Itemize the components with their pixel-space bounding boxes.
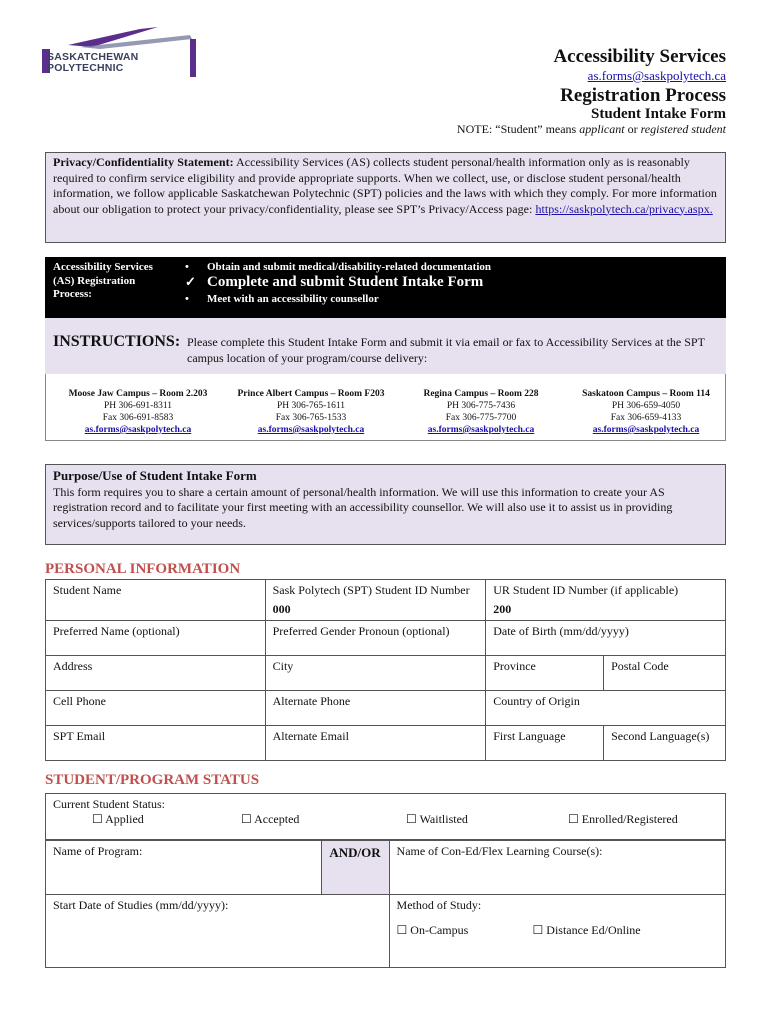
second-language-field[interactable] bbox=[604, 726, 726, 761]
process-label: Accessibility Services (AS) Registration Process: bbox=[53, 261, 153, 300]
checkbox-label: Accepted bbox=[254, 812, 300, 826]
checkmark-icon: ✓ bbox=[185, 274, 196, 289]
personal-info-heading: PERSONAL INFORMATION bbox=[45, 561, 241, 577]
campus-name: Prince Albert Campus – Room F203 bbox=[237, 389, 385, 399]
privacy-heading: Privacy/Confidentiality Statement: bbox=[53, 155, 234, 169]
checkbox-label: Enrolled/Registered bbox=[581, 812, 678, 826]
campus-fax: Fax 306-691-8583 bbox=[102, 413, 174, 423]
note-registered: registered student bbox=[640, 122, 726, 136]
cell-phone-field[interactable] bbox=[46, 691, 266, 726]
campus-email-link[interactable]: as.forms@saskpolytech.ca bbox=[592, 425, 700, 435]
registration-process-bar bbox=[45, 257, 726, 318]
note-applicant: applicant bbox=[579, 122, 625, 136]
campus-phone: PH 306-775-7436 bbox=[446, 401, 516, 411]
postal-code-field[interactable] bbox=[604, 656, 726, 691]
field-label: Preferred Gender Pronoun (optional) bbox=[272, 624, 450, 638]
field-label: Method of Study: bbox=[396, 898, 482, 912]
field-label: Second Language(s) bbox=[611, 729, 710, 743]
table-row bbox=[46, 656, 726, 691]
campus-email-link[interactable]: as.forms@saskpolytech.ca bbox=[257, 425, 365, 435]
checkbox-icon: ☐ bbox=[532, 923, 544, 937]
field-label: Name of Con-Ed/Flex Learning Course(s): bbox=[396, 844, 603, 858]
student-note bbox=[457, 122, 726, 137]
status-enrolled-checkbox[interactable] bbox=[568, 812, 678, 827]
header-email-link[interactable]: as.forms@saskpolytech.ca bbox=[587, 68, 726, 83]
andor-text: AND/OR bbox=[329, 845, 381, 860]
first-language-field[interactable] bbox=[486, 726, 604, 761]
logo-line1: SASKATCHEWAN bbox=[47, 51, 139, 63]
purpose-box bbox=[45, 464, 726, 545]
process-step-text: Complete and submit Student Intake Form bbox=[207, 274, 484, 290]
registration-process-title: Registration Process bbox=[560, 85, 726, 106]
table-row bbox=[46, 895, 726, 968]
alternate-phone-field[interactable] bbox=[265, 691, 486, 726]
campus-phone: PH 306-765-1611 bbox=[277, 401, 345, 411]
program-name-field[interactable] bbox=[46, 841, 322, 895]
field-label: Alternate Phone bbox=[272, 694, 351, 708]
ur-id-field[interactable] bbox=[486, 580, 726, 621]
field-label: Date of Birth (mm/dd/yyyy) bbox=[493, 624, 629, 638]
status-waitlisted-checkbox[interactable] bbox=[406, 812, 468, 827]
checkbox-label: Distance Ed/Online bbox=[546, 923, 641, 937]
table-row bbox=[46, 621, 726, 656]
start-date-field[interactable] bbox=[46, 895, 390, 968]
andor-label bbox=[321, 841, 389, 895]
checkbox-icon: ☐ bbox=[406, 812, 417, 826]
method-of-study-field bbox=[389, 895, 725, 968]
spt-id-field[interactable] bbox=[265, 580, 486, 621]
on-campus-checkbox[interactable] bbox=[397, 923, 469, 938]
campus-regina bbox=[406, 388, 556, 436]
checkbox-label: Waitlisted bbox=[419, 812, 468, 826]
current-status-box bbox=[45, 793, 726, 840]
field-label: Postal Code bbox=[611, 659, 669, 673]
bullet-icon: • bbox=[185, 261, 189, 273]
distance-ed-checkbox[interactable] bbox=[533, 923, 641, 938]
campus-phone: PH 306-691-8311 bbox=[104, 401, 172, 411]
student-name-field[interactable] bbox=[46, 580, 266, 621]
campus-prince-albert bbox=[226, 388, 396, 436]
process-step-text: Obtain and submit medical/disability-related documentation bbox=[207, 261, 491, 273]
saskpolytech-logo bbox=[40, 25, 200, 85]
province-field[interactable] bbox=[486, 656, 604, 691]
privacy-statement-box bbox=[45, 152, 726, 243]
campus-name: Saskatoon Campus – Room 114 bbox=[582, 389, 710, 399]
campus-email-link[interactable]: as.forms@saskpolytech.ca bbox=[84, 425, 192, 435]
field-label: Province bbox=[493, 659, 536, 673]
instructions-box bbox=[45, 318, 726, 374]
process-step-text: Meet with an accessibility counsellor bbox=[207, 293, 379, 305]
campus-moose-jaw bbox=[58, 388, 218, 436]
checkbox-icon: ☐ bbox=[241, 812, 252, 826]
field-label: City bbox=[272, 659, 294, 673]
page-title: Accessibility Services bbox=[553, 46, 726, 67]
campus-fax: Fax 306-775-7700 bbox=[445, 413, 517, 423]
purpose-heading: Purpose/Use of Student Intake Form bbox=[53, 468, 257, 483]
privacy-body: Accessibility Services (AS) collects student personal/health information only as is reasonably required to confirm service eligibility and provide appropriate supports. When we collect, use, or disclose student personal/health information, we follow applicable Saskatchewan Polytechnic (SPT) policies and the laws with which they comply. For more information about our obligation to protect your privacy/confidentiality, please see SPT’s Privacy/Access page: bbox=[53, 155, 717, 216]
bullet-icon: • bbox=[185, 293, 189, 305]
spt-email-field[interactable] bbox=[46, 726, 266, 761]
field-label: Cell Phone bbox=[53, 694, 106, 708]
address-field[interactable] bbox=[46, 656, 266, 691]
field-label: Name of Program: bbox=[53, 844, 143, 858]
instructions-text: Please complete this Student Intake Form and submit it via email or fax to Accessibility Services at the SPT campus location of your program/course delivery: bbox=[187, 335, 705, 365]
table-row bbox=[46, 580, 726, 621]
note-prefix: NOTE: “Student” means bbox=[456, 122, 580, 136]
alternate-email-field[interactable] bbox=[265, 726, 486, 761]
process-step-counsellor bbox=[185, 293, 379, 305]
field-label: SPT Email bbox=[53, 729, 106, 743]
program-table bbox=[45, 840, 726, 968]
process-step-intake-form bbox=[185, 274, 483, 291]
field-label: Sask Polytech (SPT) Student ID Number bbox=[272, 583, 470, 597]
checkbox-icon: ☐ bbox=[92, 812, 103, 826]
personal-info-table bbox=[45, 579, 726, 761]
ur-id-value: 200 bbox=[493, 602, 512, 616]
field-label: Address bbox=[53, 659, 93, 673]
checkbox-label: Applied bbox=[105, 812, 144, 826]
city-field[interactable] bbox=[265, 656, 486, 691]
logo-line2: POLYTECHNIC bbox=[47, 62, 124, 74]
field-label: Student Name bbox=[53, 583, 122, 597]
campus-name: Moose Jaw Campus – Room 2.203 bbox=[68, 389, 208, 399]
checkbox-label: On-Campus bbox=[410, 923, 469, 937]
privacy-link[interactable]: https://saskpolytech.ca/privacy.aspx. bbox=[535, 201, 713, 216]
program-status-heading: STUDENT/PROGRAM STATUS bbox=[45, 772, 260, 788]
pronoun-field[interactable] bbox=[265, 621, 486, 656]
campus-phone: PH 306-659-4050 bbox=[611, 401, 681, 411]
campus-email-link[interactable]: as.forms@saskpolytech.ca bbox=[427, 425, 535, 435]
field-label: Alternate Email bbox=[272, 729, 349, 743]
country-of-origin-field[interactable] bbox=[486, 691, 726, 726]
checkbox-icon: ☐ bbox=[396, 923, 408, 937]
campus-list bbox=[45, 374, 726, 441]
status-applied-checkbox[interactable] bbox=[92, 812, 144, 827]
table-row bbox=[46, 841, 726, 895]
checkbox-icon: ☐ bbox=[568, 812, 579, 826]
table-row bbox=[46, 726, 726, 761]
campus-fax: Fax 306-765-1533 bbox=[275, 413, 347, 423]
field-label: Country of Origin bbox=[493, 694, 580, 708]
campus-saskatoon bbox=[566, 388, 726, 436]
status-accepted-checkbox[interactable] bbox=[241, 812, 299, 827]
campus-fax: Fax 306-659-4133 bbox=[610, 413, 682, 423]
field-label: UR Student ID Number (if applicable) bbox=[493, 583, 679, 597]
process-step-documentation bbox=[185, 261, 491, 273]
current-status-label: Current Student Status: bbox=[53, 797, 165, 811]
dob-field[interactable] bbox=[486, 621, 726, 656]
preferred-name-field[interactable] bbox=[46, 621, 266, 656]
field-label: Preferred Name (optional) bbox=[53, 624, 180, 638]
coned-course-field[interactable] bbox=[389, 841, 725, 895]
spt-id-value: 000 bbox=[272, 602, 291, 616]
field-label: First Language bbox=[493, 729, 566, 743]
logo-wordmark bbox=[47, 52, 138, 73]
form-title: Student Intake Form bbox=[590, 106, 726, 122]
table-row bbox=[46, 691, 726, 726]
field-label: Start Date of Studies (mm/dd/yyyy): bbox=[53, 898, 229, 912]
instructions-heading: INSTRUCTIONS: bbox=[53, 333, 181, 350]
purpose-text: This form requires you to share a certain amount of personal/health information. We will use this information to create your AS registration record and to facilitate your first meeting with an accessibility counsellor. We will also use it to assist us in providing services/supports tailored to your needs. bbox=[53, 484, 673, 530]
note-or: or bbox=[624, 122, 641, 136]
campus-name: Regina Campus – Room 228 bbox=[423, 389, 539, 399]
